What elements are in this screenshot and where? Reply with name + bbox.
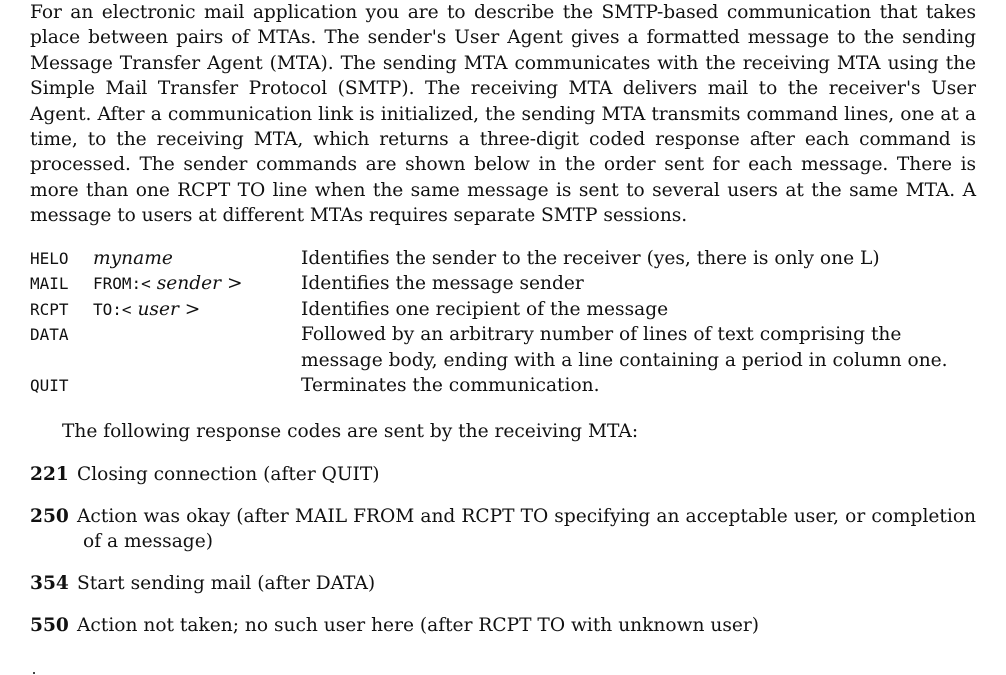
command-row-mail: [30, 271, 976, 296]
command-keyword: QUIT: [30, 376, 69, 396]
response-text: Action not taken; no such user here (after RCPT TO with unknown user): [77, 615, 760, 637]
command-arg-var: myname: [93, 248, 173, 269]
command-row-rcpt: [30, 297, 976, 322]
response-item: [30, 571, 976, 596]
response-text: Start sending mail (after DATA): [77, 573, 376, 595]
command-row-helo: [30, 246, 976, 271]
command-arg-suffix: >: [184, 298, 201, 320]
command-row-quit: [30, 373, 976, 398]
stray-mark: [33, 672, 35, 674]
command-arg-var: user: [131, 298, 185, 320]
command-arg-prefix: FROM:<: [93, 274, 151, 294]
response-code: 354: [30, 573, 69, 595]
command-arg-var: sender: [150, 273, 227, 295]
response-item: [30, 613, 976, 638]
command-description: Identifies the sender to the receiver (yes, there is only one L): [301, 248, 880, 269]
intro-paragraph: For an electronic mail application you are to describe the SMTP-based communication that takes place between pairs of MTAs. The sender's User Agent gives a formatted message to the sending Message Transfer Agent (MTA). The sending MTA communicates with the receiving MTA using the Simple Mail Transfer Protocol (SMTP). The receiving MTA delivers mail to the receiver's User Agent. After a communication link is initialized, the sending MTA transmits command lines, one at a time, to the receiving MTA, which returns a three-digit coded response after each command is processed. The sender commands are shown below in the order sent for each message. There is more than one RCPT TO line when the same message is sent to several users at the same MTA. A message to users at different MTAs requires separate SMTP sessions.: [30, 2, 976, 227]
command-description: Identifies the message sender: [301, 273, 584, 295]
response-code: 250: [30, 506, 69, 527]
response-item: [30, 462, 976, 487]
response-code-list: [30, 462, 976, 655]
document-page: [30, 0, 976, 637]
command-description: Terminates the communication.: [301, 375, 600, 397]
command-keyword: RCPT: [30, 299, 69, 319]
response-text: Closing connection (after QUIT): [77, 464, 380, 485]
command-keyword: HELO: [30, 249, 69, 268]
command-table: [30, 246, 976, 398]
command-row-data: [30, 322, 976, 373]
response-intro: The following response codes are sent by the receiving MTA:: [62, 421, 639, 442]
command-description: Identifies one recipient of the message: [301, 298, 669, 320]
command-keyword: DATA: [30, 325, 69, 345]
response-code: 550: [30, 615, 69, 637]
response-text: Action was okay (after MAIL FROM and RCPT TO specifying an acceptable user, or completion of a message): [77, 506, 976, 553]
command-arg-suffix: >: [226, 273, 243, 295]
command-keyword: MAIL: [30, 274, 69, 294]
command-arg-prefix: TO:<: [93, 299, 132, 319]
response-item: [30, 504, 976, 555]
command-description: Followed by an arbitrary number of lines of text comprising the message body, ending with a line containing a period in column one.: [301, 324, 948, 371]
response-code: 221: [30, 464, 69, 485]
